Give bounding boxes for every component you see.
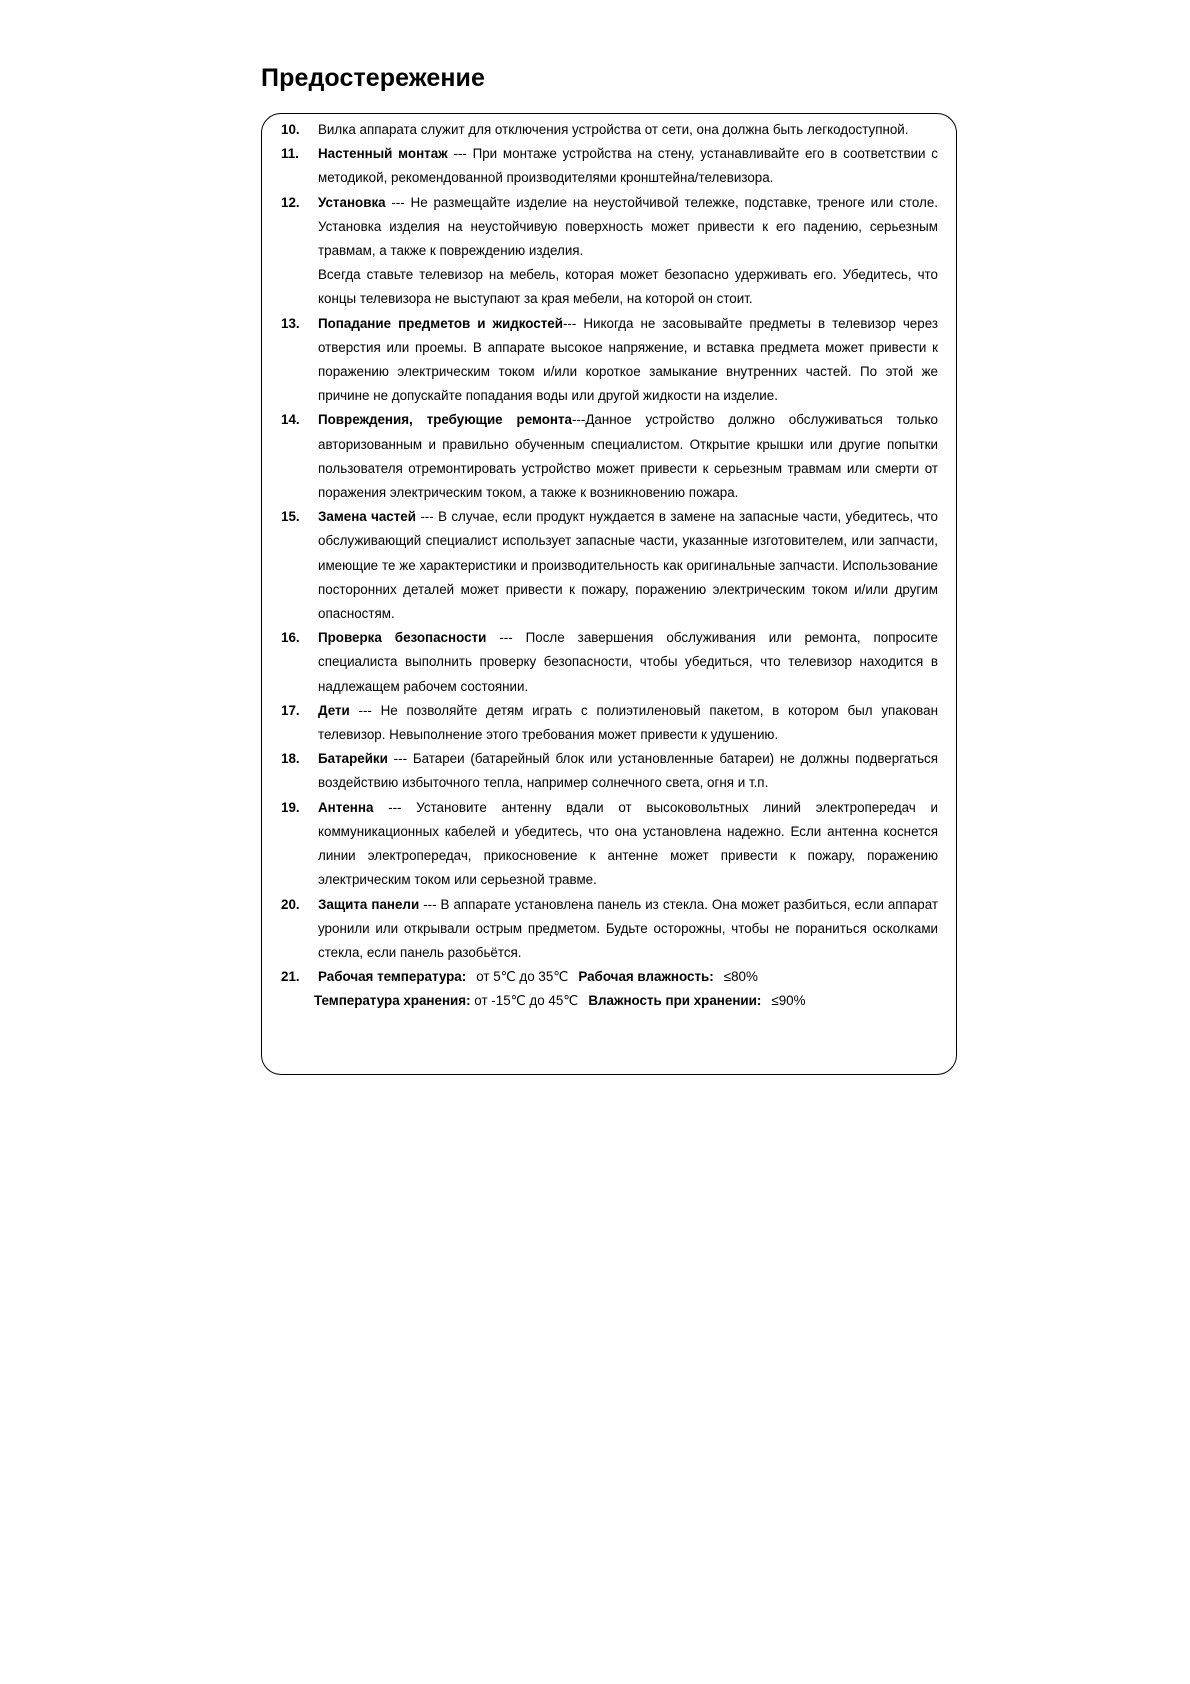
item-title: Батарейки — [318, 751, 388, 767]
item-number: 15. — [281, 509, 300, 525]
item-number: 13. — [281, 315, 300, 331]
item-text — [318, 747, 938, 795]
list-item — [281, 142, 938, 190]
item-number: 19. — [281, 799, 300, 815]
item-title: Замена частей — [318, 509, 416, 525]
item-text — [318, 699, 938, 747]
item-title: Установка — [318, 194, 386, 210]
storage-specs — [314, 989, 934, 1013]
storage-humidity-label: Влажность при хранении: — [588, 993, 762, 1009]
list-item — [281, 408, 938, 505]
item-title: Дети — [318, 702, 350, 718]
item-text — [318, 312, 938, 409]
operating-temperature-value: от 5℃ до 35℃ — [476, 969, 569, 985]
item-body: --- В случае, если продукт нуждается в замене на запасные части, убедитесь, что обслуживающий специалист использует запасные части, указанные изготовителем, или запчасти, имеющие те же характеристики и производительность как оригинальные запчасти. Использование посторонних деталей может привести к пожару, поражению электрическим током и/или другим опасностям. — [318, 509, 938, 622]
operating-specs — [318, 965, 938, 989]
operating-humidity-label: Рабочая влажность: — [578, 969, 714, 985]
list-item — [281, 312, 938, 409]
operating-humidity-value: ≤80% — [723, 969, 758, 985]
item-body: --- Не позволяйте детям играть с полиэтиленовый пакетом, в котором был упакован телевизор. Невыполнение этого требования может привести к удушению. — [318, 702, 938, 743]
item-title: Защита панели — [318, 896, 420, 912]
list-item — [281, 893, 938, 966]
item-text — [318, 796, 938, 893]
specs-item — [281, 965, 938, 1013]
item-extra-text: Всегда ставьте телевизор на мебель, которая может безопасно удерживать его. Убедитесь, что концы телевизора не выступают за края мебели, на которой он стоит. — [318, 267, 938, 307]
storage-temperature-value: от -15℃ до 45℃ — [474, 993, 579, 1009]
item-title: Настенный монтаж — [318, 146, 448, 162]
item-text — [318, 408, 938, 505]
list-item — [281, 699, 938, 747]
item-text — [318, 893, 938, 966]
item-title: Повреждения, требующие ремонта — [318, 412, 572, 428]
item-body: Вилка аппарата служит для отключения устройства от сети, она должна быть легкодоступной. — [318, 122, 909, 137]
item-text — [318, 626, 938, 699]
list-item — [281, 747, 938, 795]
item-title: Попадание предметов и жидкостей — [318, 315, 563, 331]
item-title: Антенна — [318, 799, 374, 815]
list-item — [281, 626, 938, 699]
item-number: 12. — [281, 194, 300, 210]
storage-humidity-value: ≤90% — [771, 993, 806, 1009]
item-number: 11. — [281, 146, 299, 162]
item-number: 18. — [281, 751, 300, 767]
item-body: --- После завершения обслуживания или ремонта, попросите специалиста выполнить проверку безопасности, чтобы убедиться, что телевизор находится в надлежащем рабочем состоянии. — [318, 630, 938, 694]
item-body: ---Данное устройство должно обслуживаться только авторизованным и правильно обученным специалистом. Открытие крышки или другие попытки пользователя отремонтировать устройство может привести к серьезным травмам или смерти от поражения электрическим током, а также к возникновению пожара. — [318, 412, 938, 501]
warnings-list — [281, 118, 938, 1014]
item-text — [318, 191, 938, 264]
item-number: 16. — [281, 630, 300, 646]
list-item — [281, 505, 938, 626]
operating-temperature-label: Рабочая температура: — [318, 969, 467, 985]
item-text — [318, 118, 938, 142]
item-body: --- При монтаже устройства на стену, устанавливайте его в соответствии с методикой, рекомендованной производителями кронштейна/телевизора. — [318, 146, 938, 186]
page-title: Предостережение — [261, 64, 486, 92]
item-body: --- Установите антенну вдали от высоковольтных линий электропередач и коммуникационных кабелей и убедитесь, что она установлена надежно. Если антенна коснется линии электропередач, прикосновение к антенне может привести к пожару, поражению электрическим током или серьезной травме. — [318, 799, 938, 888]
item-number: 17. — [281, 702, 300, 718]
item-body: --- В аппарате установлена панель из стекла. Она может разбиться, если аппарат уронили или открывали острым предметом. Будьте осторожны, чтобы не пораниться осколками стекла, если панель разобьётся. — [318, 896, 938, 960]
list-item — [281, 796, 938, 893]
item-text — [318, 505, 938, 626]
item-number: 10. — [281, 122, 300, 137]
item-number: 14. — [281, 412, 300, 428]
item-body: --- Не размещайте изделие на неустойчивой тележке, подставке, треноге или столе. Установка изделия на неустойчивую поверхность может привести к его падению, серьезным травмам, а также к повреждению изделия. — [318, 194, 938, 259]
list-item — [281, 118, 938, 142]
list-item — [281, 191, 938, 312]
storage-temperature-label: Температура хранения: — [314, 993, 471, 1009]
item-number: 21. — [281, 969, 300, 985]
item-text — [318, 142, 938, 190]
item-number: 20. — [281, 896, 300, 912]
item-body: --- Никогда не засовывайте предметы в телевизор через отверстия или проемы. В аппарате высокое напряжение, и вставка предмета может привести к поражению электрическим током и/или короткое замыкание внутренних частей. По этой же причине не допускайте попадания воды или другой жидкости на изделие. — [318, 315, 938, 404]
item-body: --- Батареи (батарейный блок или установленные батареи) не должны подвергаться воздействию избыточного тепла, например солнечного света, огня и т.п. — [318, 751, 938, 791]
item-title: Проверка безопасности — [318, 630, 487, 646]
